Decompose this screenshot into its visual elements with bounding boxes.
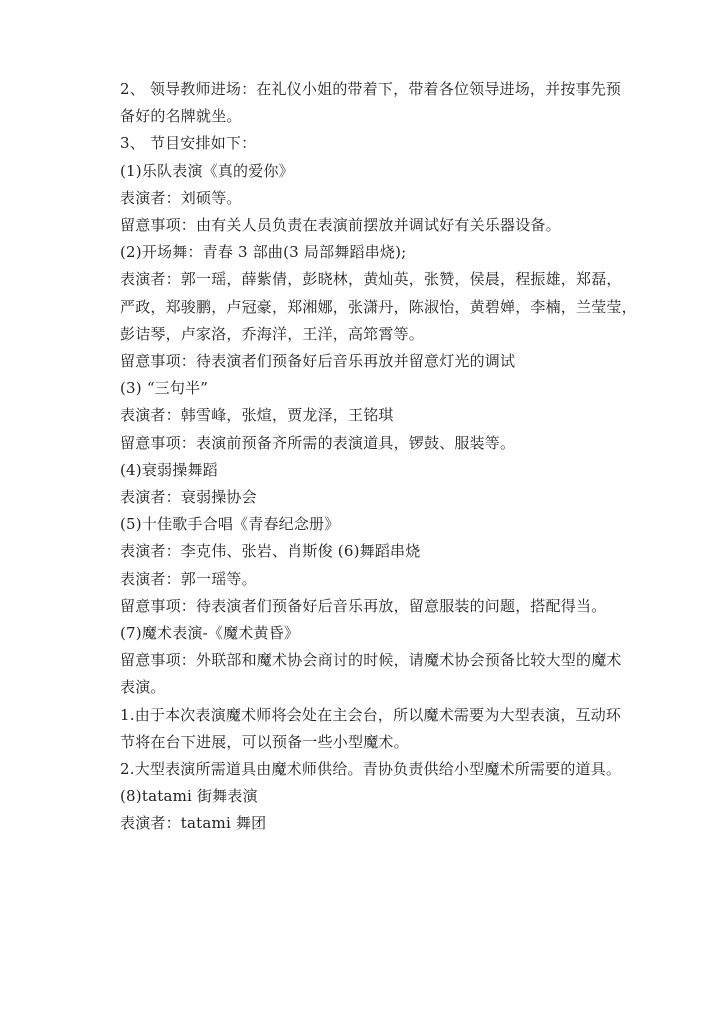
item-3-performers: 表演者：韩雪峰，张煊，贾龙泽，王铭琪 (120, 406, 394, 425)
item-7-notes-line-2: 表演。 (120, 678, 166, 697)
document-body (120, 76, 637, 838)
leader-entry-line-2: 备好的名牌就坐。 (120, 107, 242, 126)
item-5-performers: 表演者：李克伟、张岩、肖斯俊 (6)舞蹈串烧 (120, 542, 421, 561)
item-7-point-2: 2.大型表演所需道具由魔术师供给。青协负责供给小型魔术所需要的道具。 (120, 760, 622, 779)
item-7-title: (7)魔术表演-《魔术黄昏》 (120, 624, 300, 643)
item-6-performers: 表演者：郭一瑶等。 (120, 569, 257, 588)
leader-entry-line-1: 2、 领导教师进场：在礼仪小姐的带着下，带着各位领导进场，并按事先预 (120, 80, 622, 98)
item-3-notes: 留意事项：表演前预备齐所需的表演道具，锣鼓、服装等。 (120, 433, 516, 452)
program-heading: 3、 节目安排如下： (120, 134, 257, 153)
item-3-title: (3) “三句半” (120, 379, 209, 398)
item-8-title: (8)tatami 街舞表演 (120, 787, 258, 806)
item-2-performers-line-1: 表演者：郭一瑶，薛紫倩，彭晓林，黄灿英，张赞，侯晨，程振雄，郑磊， (120, 270, 622, 289)
item-2-notes: 留意事项：待表演者们预备好后音乐再放并留意灯光的调试 (120, 352, 516, 371)
item-2-performers-line-2: 严政，郑骏鹏，卢冠豪，郑湘娜，张潇丹，陈淑怡，黄碧婵，李楠，兰莹莹， (120, 297, 637, 316)
item-6-notes: 留意事项：待表演者们预备好后音乐再放，留意服装的问题，搭配得当。 (120, 596, 607, 615)
item-4-performers: 表演者：衰弱操协会 (120, 488, 257, 507)
item-2-title: (2)开场舞：青春 3 部曲(3 局部舞蹈串烧); (120, 243, 407, 262)
item-4-title: (4)衰弱操舞蹈 (120, 460, 218, 479)
item-7-point-1-line-1: 1.由于本次表演魔术师将会处在主会台，所以魔术需要为大型表演，互动环 (120, 705, 622, 724)
item-7-notes-line-1: 留意事项：外联部和魔术协会商讨的时候，请魔术协会预备比较大型的魔术 (120, 651, 622, 670)
item-8-performers: 表演者：tatami 舞团 (120, 814, 267, 833)
item-1-performers: 表演者：刘硕等。 (120, 188, 242, 207)
item-1-title: (1)乐队表演《真的爱你》 (120, 161, 294, 180)
item-2-performers-line-3: 彭诘琴，卢家洛，乔海洋，王洋，高筇霄等。 (120, 324, 425, 343)
item-5-title: (5)十佳歌手合唱《青春纪念册》 (120, 515, 340, 534)
item-1-notes: 留意事项：由有关人员负责在表演前摆放并调试好有关乐器设备。 (120, 216, 561, 235)
item-7-point-1-line-2: 节将在台下进展，可以预备一些小型魔术。 (120, 732, 409, 751)
